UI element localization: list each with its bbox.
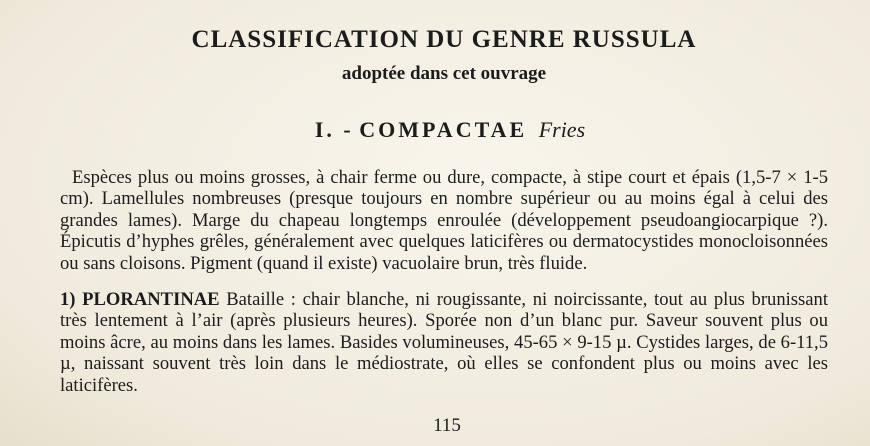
subsection-label: 1) PLORANTINAE: [60, 288, 220, 310]
section-name: COMPACTAE: [359, 117, 528, 142]
paragraph-compactae: Espèces plus ou moins grosses, à chair ferme ou dure, compacte, à stipe court et épais (1,5-7 × 1-5 cm). Lamellules nombreuses (presque toujours en nombre supérieur ou au moins égal à celui des grandes lames). Marge du chapeau longtemps enroulée (développement pseudoangiocarpique ?). Épicutis d’hyphes grêles, généralement avec quelques laticifères ou dermatocystides monocloisonnées ou sans cloisons. Pigment (quand il existe) vacuolaire brun, très fluide.: [60, 166, 828, 274]
page-title: CLASSIFICATION DU GENRE RUSSULA: [191, 26, 697, 53]
section-author: Fries: [538, 117, 586, 142]
page-number: 115: [433, 415, 461, 436]
section-number: I. -: [314, 117, 354, 142]
page-subtitle: adoptée dans cet ouvrage: [341, 63, 547, 84]
subsection-text: Bataille : chair blanche, ni rougissante, ni noircissante, tout au plus brunissant très lentement à l’air (après plusieurs heures). Sporée non d’un blanc pur. Saveur souvent plus ou moins âcre, au moins dans les lames. Basides volumineuses, 45-65 × 9-15 µ. Cystides larges, de 6-11,5 µ, naissant souvent très loin dans le médiostrate, où elles se confondent plus ou moins avec les laticifères.: [60, 288, 828, 396]
paragraph-plorantinae: [60, 289, 828, 397]
section-heading: [0, 117, 870, 143]
